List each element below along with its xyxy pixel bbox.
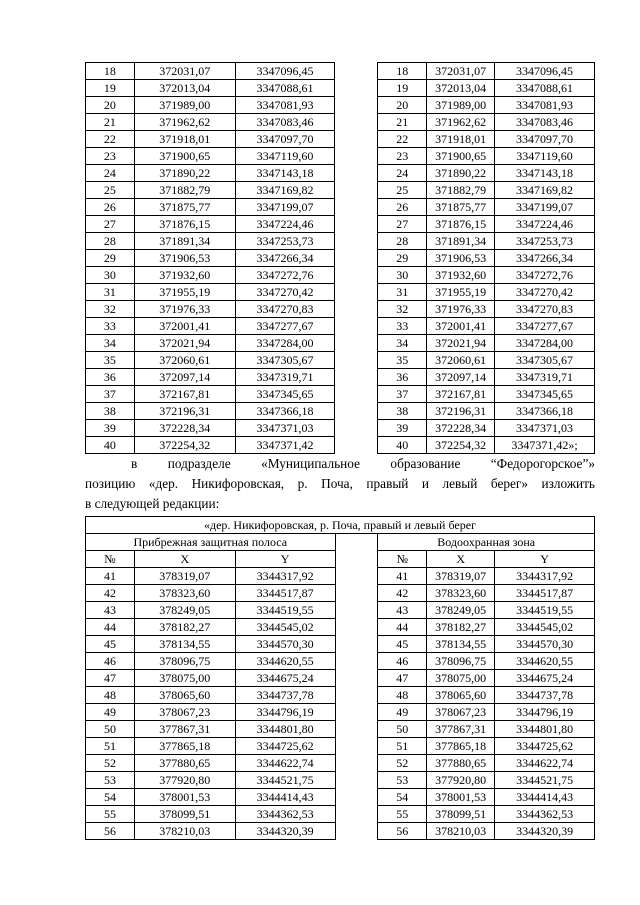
cell-number: 24	[86, 165, 135, 182]
cell-x: 371989,00	[134, 97, 235, 114]
left-section-header: Прибрежная защитная полоса	[86, 534, 336, 551]
cell-y: 3344622,74	[235, 755, 335, 772]
cell-x: 378182,27	[134, 619, 235, 636]
cell-y: 3347199,07	[495, 199, 595, 216]
cell-y: 3347371,03	[235, 420, 335, 437]
cell-number: 34	[86, 335, 135, 352]
cell-number: 53	[378, 772, 427, 789]
cell-y: 3344796,19	[495, 704, 595, 721]
cell-x: 372254,32	[427, 437, 495, 454]
cell-y: 3347266,34	[495, 250, 595, 267]
cell-number: 29	[378, 250, 427, 267]
cell-x: 378001,53	[134, 789, 235, 806]
cell-number: 47	[86, 670, 135, 687]
cell-number: 27	[378, 216, 427, 233]
cell-number: 19	[378, 80, 427, 97]
cell-x: 372060,61	[134, 352, 235, 369]
cell-y: 3347081,93	[235, 97, 335, 114]
cell-number: 51	[378, 738, 427, 755]
cell-x: 378210,03	[134, 823, 235, 840]
cell-y: 3347284,00	[235, 335, 335, 352]
cell-x: 371918,01	[134, 131, 235, 148]
cell-number: 42	[378, 585, 427, 602]
table-row	[86, 301, 595, 318]
cell-number: 23	[86, 148, 135, 165]
cell-y: 3347081,93	[495, 97, 595, 114]
cell-x: 372001,41	[427, 318, 495, 335]
cell-number: 36	[378, 369, 427, 386]
cell-x: 371900,65	[134, 148, 235, 165]
cell-x: 372254,32	[134, 437, 235, 454]
cell-number: 41	[86, 568, 135, 585]
table-row	[86, 636, 595, 653]
cell-number: 47	[378, 670, 427, 687]
cell-y: 3347270,83	[495, 301, 595, 318]
cell-y: 3347088,61	[495, 80, 595, 97]
cell-number: 31	[86, 284, 135, 301]
cell-number: 55	[86, 806, 135, 823]
cell-x: 372021,94	[134, 335, 235, 352]
cell-y: 3347345,65	[235, 386, 335, 403]
table-row	[86, 335, 595, 352]
cell-number: 38	[86, 403, 135, 420]
paragraph-line-3: в следующей редакции:	[85, 496, 220, 511]
cell-y: 3344675,24	[495, 670, 595, 687]
cell-number: 50	[86, 721, 135, 738]
cell-number: 21	[86, 114, 135, 131]
cell-y: 3344545,02	[495, 619, 595, 636]
cell-number: 43	[378, 602, 427, 619]
cell-y: 3344519,55	[495, 602, 595, 619]
table-row	[86, 233, 595, 250]
cell-x: 372097,14	[427, 369, 495, 386]
cell-number: 25	[86, 182, 135, 199]
cell-x: 378134,55	[427, 636, 495, 653]
table-row	[86, 199, 595, 216]
cell-x: 378096,75	[134, 653, 235, 670]
col-header-no: №	[86, 551, 135, 568]
table-row	[86, 250, 595, 267]
cell-y: 3347366,18	[495, 403, 595, 420]
cell-x: 371955,19	[427, 284, 495, 301]
cell-y: 3347088,61	[235, 80, 335, 97]
cell-y: 3347119,60	[235, 148, 335, 165]
cell-x: 371906,53	[427, 250, 495, 267]
cell-x: 378249,05	[427, 602, 495, 619]
cell-x: 372013,04	[134, 80, 235, 97]
cell-y: 3347096,45	[495, 63, 595, 80]
cell-x: 377865,18	[134, 738, 235, 755]
cell-y: 3347143,18	[495, 165, 595, 182]
cell-y: 3347169,82	[235, 182, 335, 199]
cell-y: 3347371,42»;	[495, 437, 595, 454]
table-row	[86, 216, 595, 233]
cell-number: 26	[378, 199, 427, 216]
table-row	[86, 619, 595, 636]
cell-y: 3344620,55	[235, 653, 335, 670]
cell-number: 44	[86, 619, 135, 636]
cell-number: 18	[378, 63, 427, 80]
cell-number: 20	[378, 97, 427, 114]
cell-x: 371906,53	[134, 250, 235, 267]
table-row	[86, 687, 595, 704]
cell-number: 45	[86, 636, 135, 653]
cell-x: 371876,15	[427, 216, 495, 233]
cell-x: 371976,33	[134, 301, 235, 318]
cell-number: 24	[378, 165, 427, 182]
cell-number: 35	[378, 352, 427, 369]
cell-number: 50	[378, 721, 427, 738]
cell-y: 3347199,07	[235, 199, 335, 216]
cell-y: 3347277,67	[235, 318, 335, 335]
cell-number: 52	[378, 755, 427, 772]
cell-number: 28	[378, 233, 427, 250]
cell-number: 56	[86, 823, 135, 840]
cell-number: 49	[86, 704, 135, 721]
cell-y: 3347284,00	[495, 335, 595, 352]
cell-y: 3344620,55	[495, 653, 595, 670]
table-row	[86, 97, 595, 114]
cell-number: 38	[378, 403, 427, 420]
cell-number: 40	[378, 437, 427, 454]
table-row	[86, 738, 595, 755]
cell-number: 48	[86, 687, 135, 704]
paragraph-line-2: позицию «дер. Никифоровская, р. Поча, правый и левый берег» изложить	[85, 476, 595, 491]
cell-x: 377867,31	[427, 721, 495, 738]
cell-y: 3344570,30	[495, 636, 595, 653]
cell-y: 3347270,42	[235, 284, 335, 301]
cell-number: 32	[86, 301, 135, 318]
cell-y: 3344414,43	[495, 789, 595, 806]
cell-y: 3344675,24	[235, 670, 335, 687]
cell-x: 372228,34	[134, 420, 235, 437]
cell-x: 371875,77	[134, 199, 235, 216]
cell-y: 3347266,34	[235, 250, 335, 267]
cell-x: 377920,80	[134, 772, 235, 789]
cell-x: 378134,55	[134, 636, 235, 653]
cell-number: 33	[378, 318, 427, 335]
cell-number: 45	[378, 636, 427, 653]
cell-x: 377880,65	[427, 755, 495, 772]
table-row	[86, 721, 595, 738]
cell-number: 54	[378, 789, 427, 806]
cell-y: 3347253,73	[235, 233, 335, 250]
cell-number: 22	[378, 131, 427, 148]
cell-x: 377920,80	[427, 772, 495, 789]
table-row	[86, 63, 595, 80]
cell-x: 378075,00	[134, 670, 235, 687]
cell-number: 48	[378, 687, 427, 704]
cell-number: 36	[86, 369, 135, 386]
cell-x: 371891,34	[427, 233, 495, 250]
table-row	[86, 80, 595, 97]
cell-y: 3344517,87	[235, 585, 335, 602]
cell-y: 3347253,73	[495, 233, 595, 250]
cell-y: 3344725,62	[235, 738, 335, 755]
table-row	[86, 352, 595, 369]
table-row	[86, 114, 595, 131]
cell-y: 3344320,39	[235, 823, 335, 840]
cell-x: 371875,77	[427, 199, 495, 216]
cell-number: 34	[378, 335, 427, 352]
cell-number: 56	[378, 823, 427, 840]
cell-y: 3347277,67	[495, 318, 595, 335]
cell-number: 44	[378, 619, 427, 636]
cell-x: 371882,79	[134, 182, 235, 199]
cell-y: 3344801,80	[235, 721, 335, 738]
cell-y: 3344414,43	[235, 789, 335, 806]
table-row	[86, 437, 595, 454]
table-row	[86, 585, 595, 602]
table-row	[86, 148, 595, 165]
cell-y: 3344570,30	[235, 636, 335, 653]
cell-x: 378099,51	[134, 806, 235, 823]
cell-number: 51	[86, 738, 135, 755]
cell-number: 43	[86, 602, 135, 619]
cell-y: 3347345,65	[495, 386, 595, 403]
cell-y: 3347305,67	[235, 352, 335, 369]
cell-x: 372021,94	[427, 335, 495, 352]
cell-x: 371932,60	[427, 267, 495, 284]
cell-x: 372060,61	[427, 352, 495, 369]
table-row	[86, 670, 595, 687]
table-row	[86, 369, 595, 386]
table-row	[86, 568, 595, 585]
cell-x: 371890,22	[427, 165, 495, 182]
cell-y: 3347319,71	[235, 369, 335, 386]
cell-x: 378319,07	[134, 568, 235, 585]
cell-number: 19	[86, 80, 135, 97]
cell-x: 371962,62	[134, 114, 235, 131]
cell-number: 53	[86, 772, 135, 789]
cell-x: 372097,14	[134, 369, 235, 386]
cell-y: 3347272,76	[235, 267, 335, 284]
cell-x: 378323,60	[427, 585, 495, 602]
table-row	[86, 318, 595, 335]
cell-x: 371918,01	[427, 131, 495, 148]
cell-y: 3347096,45	[235, 63, 335, 80]
cell-y: 3347097,70	[495, 131, 595, 148]
cell-x: 372196,31	[134, 403, 235, 420]
cell-y: 3347371,42	[235, 437, 335, 454]
cell-x: 371932,60	[134, 267, 235, 284]
cell-number: 39	[378, 420, 427, 437]
cell-number: 30	[86, 267, 135, 284]
table-row	[86, 386, 595, 403]
cell-y: 3344737,78	[235, 687, 335, 704]
cell-y: 3344545,02	[235, 619, 335, 636]
cell-y: 3344519,55	[235, 602, 335, 619]
cell-x: 378319,07	[427, 568, 495, 585]
cell-x: 377880,65	[134, 755, 235, 772]
cell-number: 40	[86, 437, 135, 454]
cell-y: 3344362,53	[235, 806, 335, 823]
table-row	[86, 755, 595, 772]
cell-number: 46	[86, 653, 135, 670]
cell-x: 371876,15	[134, 216, 235, 233]
cell-x: 378323,60	[134, 585, 235, 602]
cell-x: 378067,23	[427, 704, 495, 721]
col-header-x: X	[427, 551, 495, 568]
cell-y: 3347305,67	[495, 352, 595, 369]
cell-y: 3344317,92	[235, 568, 335, 585]
cell-y: 3344320,39	[495, 823, 595, 840]
cell-y: 3347366,18	[235, 403, 335, 420]
cell-number: 28	[86, 233, 135, 250]
cell-number: 25	[378, 182, 427, 199]
cell-y: 3344801,80	[495, 721, 595, 738]
cell-x: 378182,27	[427, 619, 495, 636]
cell-y: 3344521,75	[495, 772, 595, 789]
cell-y: 3347224,46	[495, 216, 595, 233]
cell-y: 3347270,83	[235, 301, 335, 318]
cell-number: 27	[86, 216, 135, 233]
right-section-header: Водоохранная зона	[378, 534, 595, 551]
cell-x: 371976,33	[427, 301, 495, 318]
table-row	[86, 806, 595, 823]
cell-y: 3344737,78	[495, 687, 595, 704]
cell-y: 3344796,19	[235, 704, 335, 721]
cell-y: 3344362,53	[495, 806, 595, 823]
table-row	[86, 789, 595, 806]
coordinates-table-bottom	[85, 516, 595, 840]
cell-x: 377865,18	[427, 738, 495, 755]
cell-y: 3347169,82	[495, 182, 595, 199]
cell-number: 29	[86, 250, 135, 267]
cell-y: 3347119,60	[495, 148, 595, 165]
table-row	[86, 602, 595, 619]
cell-x: 378065,60	[427, 687, 495, 704]
cell-x: 371955,19	[134, 284, 235, 301]
coordinates-table-top	[85, 62, 595, 454]
table-row	[86, 420, 595, 437]
table-row	[86, 704, 595, 721]
cell-number: 42	[86, 585, 135, 602]
cell-number: 49	[378, 704, 427, 721]
cell-number: 21	[378, 114, 427, 131]
cell-number: 39	[86, 420, 135, 437]
col-header-no: №	[378, 551, 427, 568]
table-row	[86, 823, 595, 840]
cell-number: 55	[378, 806, 427, 823]
cell-x: 378067,23	[134, 704, 235, 721]
cell-y: 3344517,87	[495, 585, 595, 602]
cell-x: 378249,05	[134, 602, 235, 619]
cell-number: 20	[86, 97, 135, 114]
cell-number: 37	[86, 386, 135, 403]
cell-x: 378096,75	[427, 653, 495, 670]
col-header-y: Y	[495, 551, 595, 568]
cell-number: 22	[86, 131, 135, 148]
cell-x: 378099,51	[427, 806, 495, 823]
cell-x: 371900,65	[427, 148, 495, 165]
cell-y: 3347143,18	[235, 165, 335, 182]
cell-y: 3347083,46	[495, 114, 595, 131]
table-row	[86, 131, 595, 148]
col-header-x: X	[134, 551, 235, 568]
amendment-paragraph	[85, 454, 595, 514]
cell-x: 371882,79	[427, 182, 495, 199]
cell-x: 371891,34	[134, 233, 235, 250]
cell-x: 372031,07	[427, 63, 495, 80]
cell-x: 378001,53	[427, 789, 495, 806]
paragraph-line-1: в подразделе «Муниципальное образование “Федорогорское”»	[131, 456, 595, 471]
cell-x: 372167,81	[427, 386, 495, 403]
cell-x: 372001,41	[134, 318, 235, 335]
col-header-y: Y	[235, 551, 335, 568]
cell-x: 378075,00	[427, 670, 495, 687]
cell-number: 46	[378, 653, 427, 670]
cell-y: 3347097,70	[235, 131, 335, 148]
table-row	[86, 772, 595, 789]
cell-y: 3344521,75	[235, 772, 335, 789]
table-row	[86, 267, 595, 284]
cell-y: 3347270,42	[495, 284, 595, 301]
table-row	[86, 182, 595, 199]
cell-x: 371962,62	[427, 114, 495, 131]
cell-y: 3344622,74	[495, 755, 595, 772]
cell-x: 372228,34	[427, 420, 495, 437]
cell-number: 26	[86, 199, 135, 216]
cell-x: 371989,00	[427, 97, 495, 114]
cell-y: 3347319,71	[495, 369, 595, 386]
table-row	[86, 284, 595, 301]
cell-y: 3347083,46	[235, 114, 335, 131]
cell-x: 378065,60	[134, 687, 235, 704]
cell-number: 31	[378, 284, 427, 301]
cell-number: 37	[378, 386, 427, 403]
table-row	[86, 403, 595, 420]
table-title: «дер. Никифоровская, р. Поча, правый и левый берег	[86, 517, 595, 534]
cell-y: 3344725,62	[495, 738, 595, 755]
cell-y: 3347224,46	[235, 216, 335, 233]
cell-number: 52	[86, 755, 135, 772]
cell-x: 378210,03	[427, 823, 495, 840]
cell-x: 371890,22	[134, 165, 235, 182]
cell-number: 18	[86, 63, 135, 80]
cell-x: 372167,81	[134, 386, 235, 403]
table-row	[86, 653, 595, 670]
cell-y: 3344317,92	[495, 568, 595, 585]
cell-number: 33	[86, 318, 135, 335]
cell-x: 372031,07	[134, 63, 235, 80]
cell-y: 3347371,03	[495, 420, 595, 437]
cell-number: 23	[378, 148, 427, 165]
cell-x: 377867,31	[134, 721, 235, 738]
table-row	[86, 165, 595, 182]
cell-number: 32	[378, 301, 427, 318]
cell-y: 3347272,76	[495, 267, 595, 284]
cell-x: 372013,04	[427, 80, 495, 97]
cell-number: 30	[378, 267, 427, 284]
cell-x: 372196,31	[427, 403, 495, 420]
cell-number: 54	[86, 789, 135, 806]
cell-number: 35	[86, 352, 135, 369]
cell-number: 41	[378, 568, 427, 585]
